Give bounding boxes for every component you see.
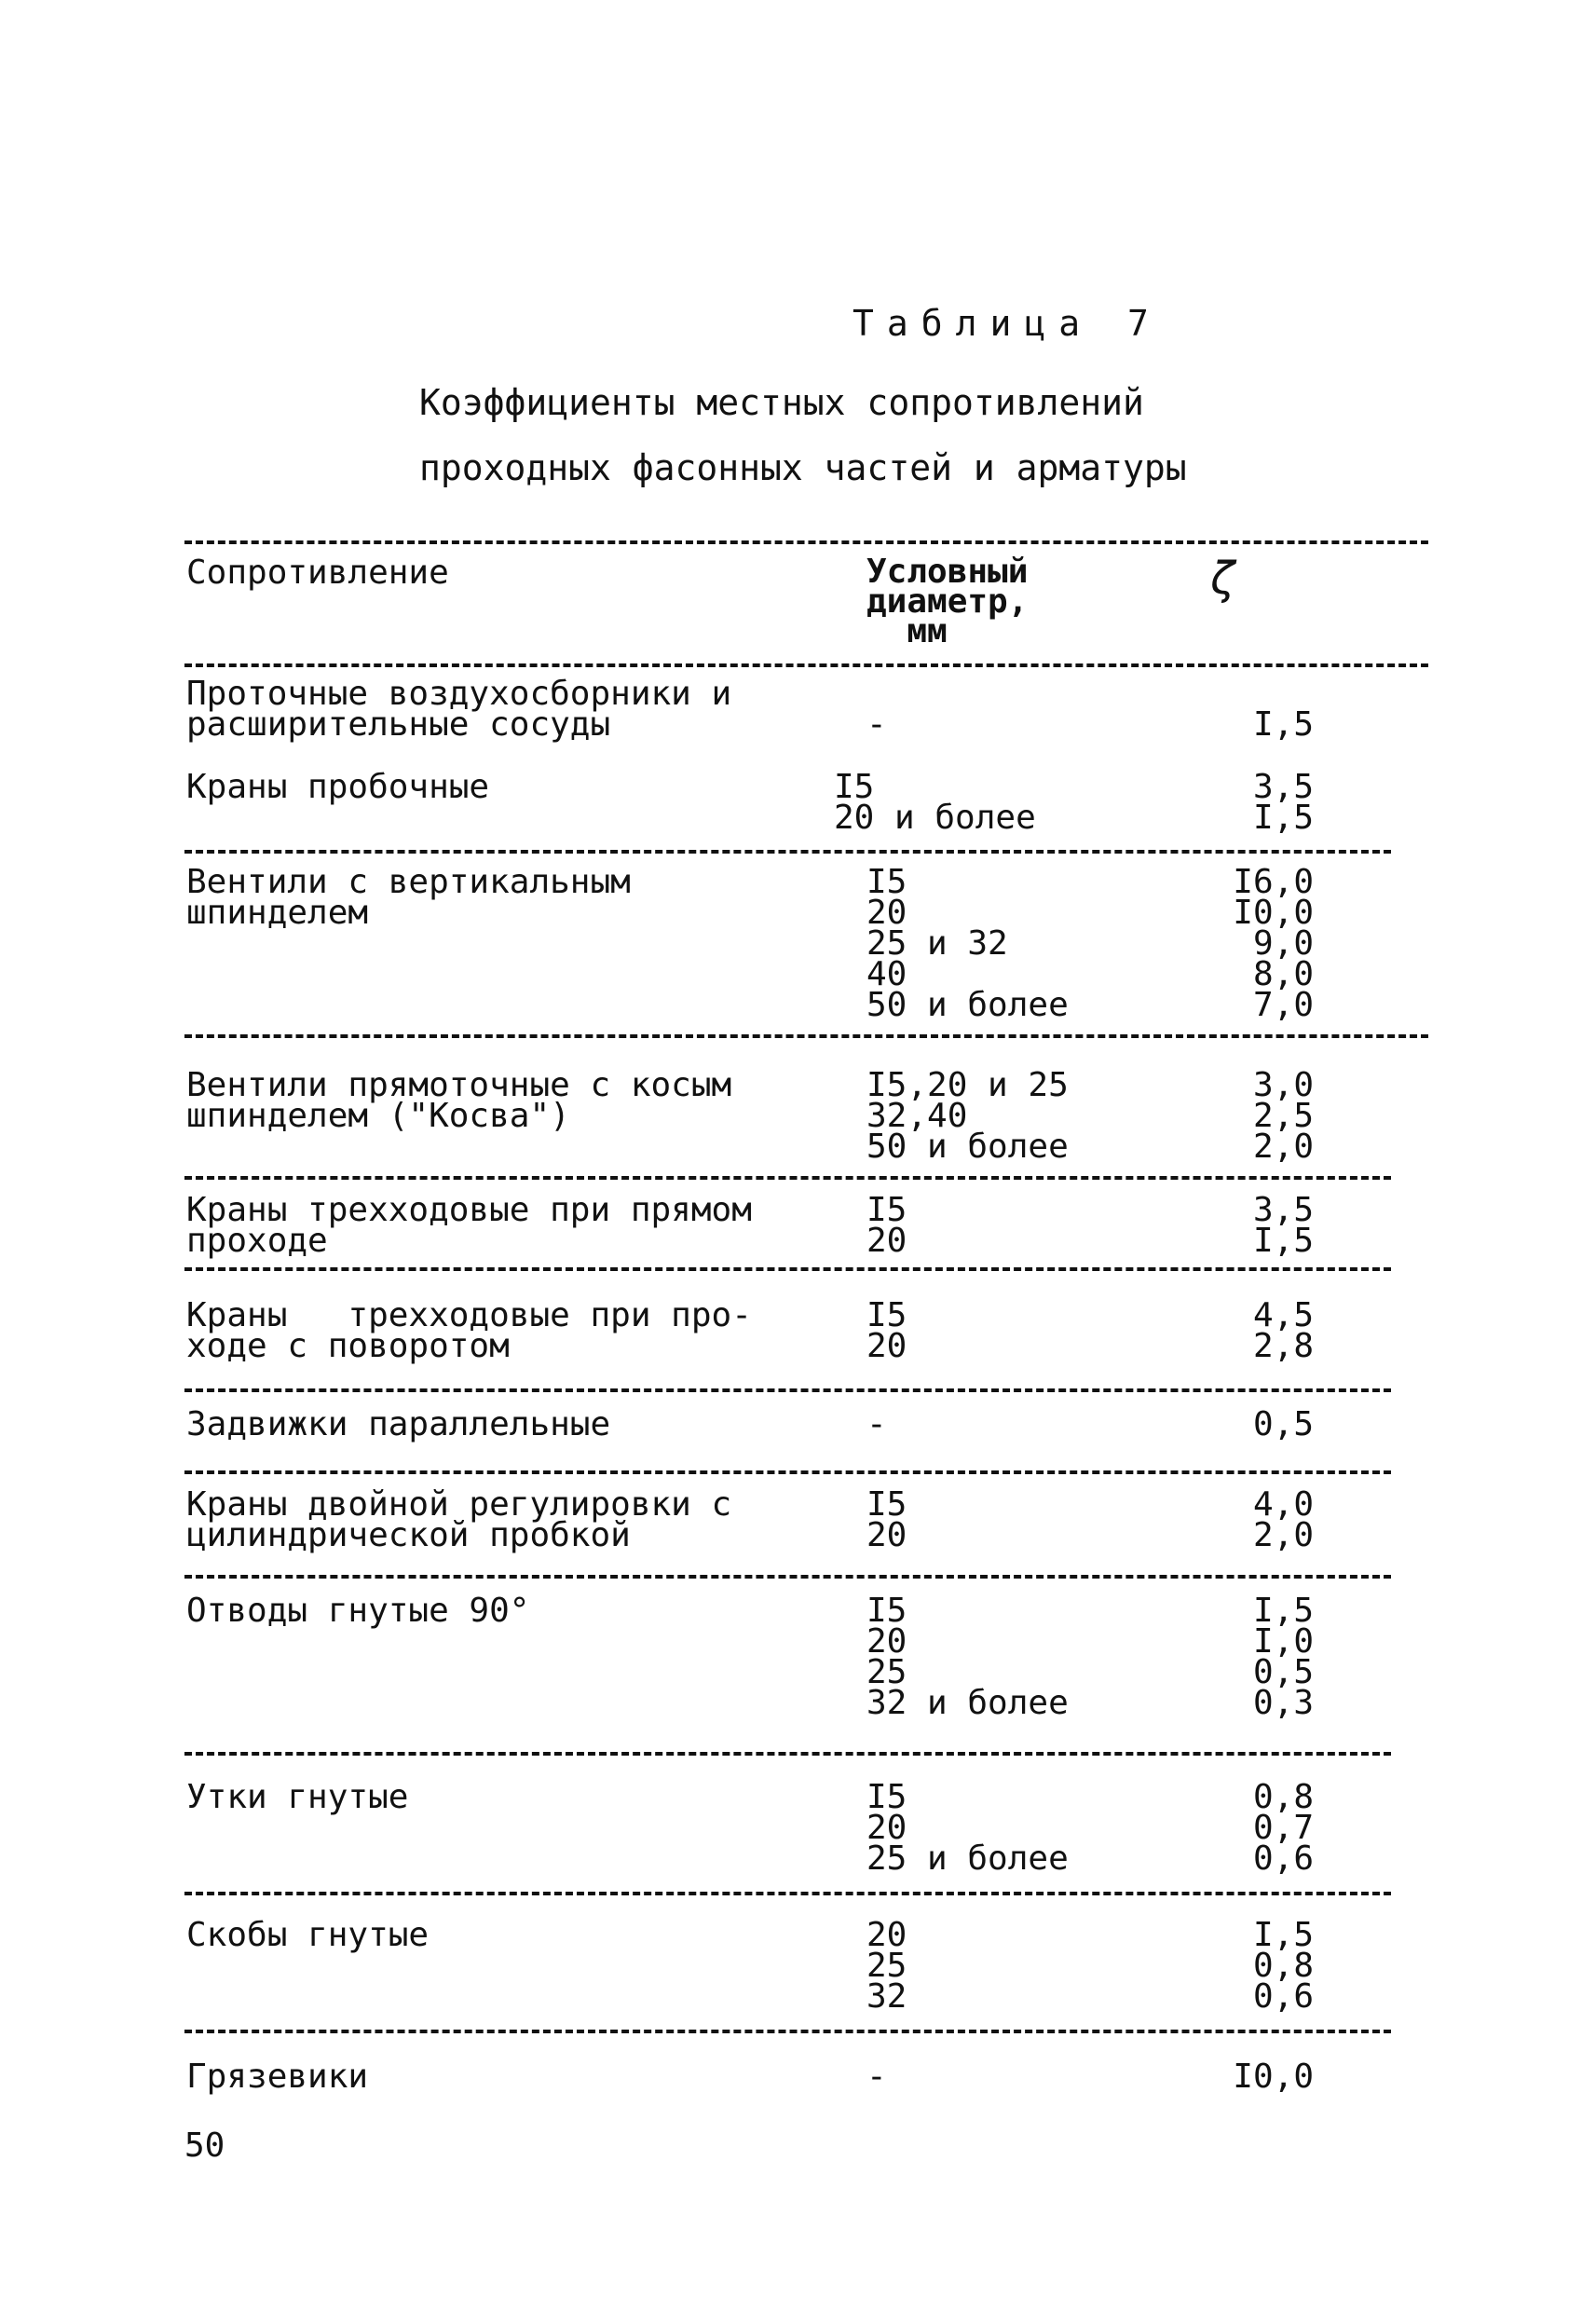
row-name: Вентили прямоточные с косым шпинделем ("Косва") xyxy=(186,1066,732,1135)
table-label: Таблица 7 xyxy=(853,303,1162,344)
row-name: Краны двойной регулировки с цилиндрической пробкой xyxy=(186,1485,732,1554)
row-diameter: I5 20 xyxy=(866,1191,907,1260)
row-name: Краны трехходовые при прямом проходе xyxy=(186,1191,752,1260)
row-zeta: 3,5 I,5 xyxy=(1252,1191,1314,1260)
row-rule xyxy=(184,1892,1391,1895)
row-name: Краны трехходовые при про- ходе с поворотом xyxy=(186,1296,752,1365)
row-name: Задвижки параллельные xyxy=(186,1405,611,1443)
row-zeta: I,5 I,0 0,5 0,3 xyxy=(1252,1592,1314,1722)
row-diameter: I5 20 xyxy=(866,1296,907,1365)
row-rule xyxy=(184,2030,1391,2033)
row-rule xyxy=(184,1470,1391,1474)
table-caption-line-1: Коэффициенты местных сопротивлений xyxy=(419,382,1144,423)
row-diameter: I5 20 xyxy=(866,1485,907,1554)
row-rule xyxy=(184,1267,1391,1271)
row-diameter: 20 25 32 xyxy=(866,1916,907,2016)
row-diameter: - xyxy=(866,1405,887,1443)
row-diameter: I5 20 25 и более xyxy=(866,1778,1069,1878)
row-zeta: I6,0 I0,0 9,0 8,0 7,0 xyxy=(1233,863,1314,1024)
row-zeta: 0,5 xyxy=(1252,1405,1314,1443)
row-rule xyxy=(184,1176,1391,1180)
row-name: Краны пробочные xyxy=(186,768,490,806)
row-rule xyxy=(184,1388,1391,1392)
row-name: Утки гнутые xyxy=(186,1778,409,1816)
row-diameter: I5,20 и 25 32,40 50 и более xyxy=(866,1066,1069,1166)
row-zeta: 4,0 2,0 xyxy=(1252,1485,1314,1554)
row-name: Грязевики xyxy=(186,2058,369,2096)
row-diameter: - xyxy=(866,2058,887,2096)
row-zeta: I,5 xyxy=(1252,705,1314,744)
row-rule xyxy=(184,1752,1391,1756)
header-zeta: ζ xyxy=(1209,553,1236,605)
row-rule xyxy=(184,850,1391,854)
row-diameter: - xyxy=(866,705,887,744)
row-name: Отводы гнутые 90° xyxy=(186,1592,530,1630)
row-name: Проточные воздухосборники и расширительные сосуды xyxy=(186,675,732,744)
row-name: Скобы гнутые xyxy=(186,1916,430,1954)
table-caption-line-2: проходных фасонных частей и арматуры xyxy=(419,447,1187,488)
header-rule xyxy=(184,663,1428,667)
row-zeta: 3,0 2,5 2,0 xyxy=(1252,1066,1314,1166)
row-diameter: I5 20 и более xyxy=(834,768,1036,837)
header-resistance: Сопротивление xyxy=(186,554,449,592)
page-number: 50 xyxy=(184,2126,225,2165)
row-zeta: I,5 0,8 0,6 xyxy=(1252,1916,1314,2016)
header-diameter: Условный диаметр, мм xyxy=(866,553,1029,650)
row-name: Вентили с вертикальным шпинделем xyxy=(186,863,631,932)
row-diameter: I5 20 25 и 32 40 50 и более xyxy=(866,863,1069,1024)
row-zeta: 0,8 0,7 0,6 xyxy=(1252,1778,1314,1878)
row-rule xyxy=(184,1034,1428,1038)
row-zeta: 3,5 I,5 xyxy=(1252,768,1314,837)
table-top-rule xyxy=(184,540,1428,544)
row-rule xyxy=(184,1575,1391,1579)
row-zeta: I0,0 xyxy=(1233,2058,1314,2096)
row-zeta: 4,5 2,8 xyxy=(1252,1296,1314,1365)
row-diameter: I5 20 25 32 и более xyxy=(866,1592,1069,1722)
